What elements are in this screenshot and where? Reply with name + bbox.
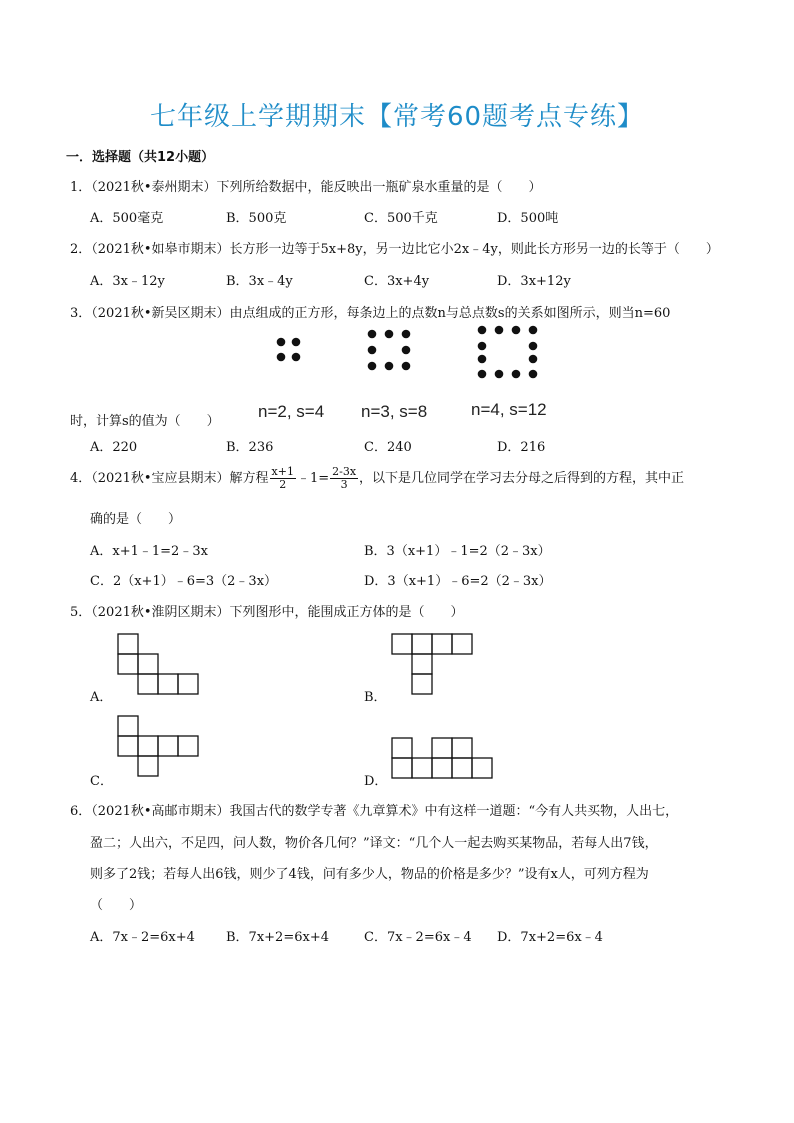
q3-option-b: B．236 <box>226 440 274 455</box>
question-3-stem: 3．（2021秋•新吴区期末）由点组成的正方形，每条边上的点数n与总点数s的关系如图所示，则当n=60 <box>70 306 671 321</box>
q1-option-b: B．500克 <box>226 211 287 226</box>
q4-fraction-2 <box>330 466 358 491</box>
q4-frac2-num: 2-3x <box>332 465 357 478</box>
q4-frac1-den: 2 <box>279 478 287 491</box>
net-figure-a <box>118 634 202 696</box>
q4-option-d: D．3（x+1）﹣6=2（2﹣3x） <box>364 574 552 589</box>
question-3-stem-cont: 时，计算s的值为（ ） <box>70 414 220 429</box>
q5-option-d: D． <box>364 774 388 789</box>
q1-option-a: A．500毫克 <box>90 211 164 226</box>
question-5-stem: 5．（2021秋•淮阴区期末）下列图形中，能围成正方体的是（ ） <box>70 605 464 620</box>
section-heading: 一．选择题（共12小题） <box>66 150 215 165</box>
question-6-line-3: 则多了2钱；若每人出6钱，则少了4钱，问有多少人，物品的价格是多少？”设有x人，可列方程为 <box>90 867 649 882</box>
q6-option-d: D．7x+2=6x﹣4 <box>497 930 603 945</box>
question-2-stem: 2．（2021秋•如皋市期末）长方形一边等于5x+8y，另一边比它小2x﹣4y，则此长方形另一边的长等于（ ） <box>70 242 719 257</box>
q4-frac2-den: 3 <box>340 478 348 491</box>
q4-option-b: B．3（x+1）﹣1=2（2﹣3x） <box>364 544 551 559</box>
caption-n2: n=2, s=4 <box>258 402 325 421</box>
q5-option-b: B． <box>364 690 387 705</box>
q4-option-c: C．2（x+1）﹣6=3（2﹣3x） <box>90 574 278 589</box>
caption-n3: n=3, s=8 <box>361 402 428 421</box>
question-6-line-4: （ ） <box>90 898 143 913</box>
page-title: 七年级上学期期末【常考60题考点专练】 <box>149 102 645 132</box>
q6-option-c: C．7x﹣2=6x﹣4 <box>364 930 472 945</box>
q4-option-a: A．x+1﹣1=2﹣3x <box>90 544 208 559</box>
q4-stem-mid: ﹣1= <box>296 471 330 486</box>
q2-option-a: A．3x﹣12y <box>90 274 165 289</box>
q4-stem-b: ，以下是几位同学在学习去分母之后得到的方程，其中正 <box>359 471 685 486</box>
q6-option-a: A．7x﹣2=6x+4 <box>90 930 195 945</box>
q3-option-d: D．216 <box>497 440 546 455</box>
q1-option-d: D．500吨 <box>497 211 559 226</box>
caption-n4: n=4, s=12 <box>471 400 547 419</box>
dot-square-n4 <box>478 326 538 379</box>
q3-option-c: C．240 <box>364 440 412 455</box>
q6-option-b: B．7x+2=6x+4 <box>226 930 329 945</box>
q1-option-c: C．500千克 <box>364 211 438 226</box>
q4-stem-a: 4．（2021秋•宝应县期末）解方程 <box>70 471 269 486</box>
net-figure-b <box>392 634 476 696</box>
q4-fraction-1 <box>270 466 296 491</box>
q5-option-c: C． <box>90 774 113 789</box>
question-4-stem-cont: 确的是（ ） <box>90 512 182 527</box>
q2-option-d: D．3x+12y <box>497 274 571 289</box>
q4-frac1-num: x+1 <box>271 465 294 478</box>
question-1-stem: 1．（2021秋•泰州期末）下列所给数据中，能反映出一瓶矿泉水重量的是（ ） <box>70 180 542 195</box>
question-6-line-2: 盈二；人出六，不足四，问人数，物价各几何？”译文：“几个人一起去购买某物品，若每人出7钱， <box>90 836 658 851</box>
net-figure-c <box>118 716 202 778</box>
dot-square-n2 <box>277 338 301 362</box>
q5-option-a: A． <box>90 690 113 705</box>
q3-option-a: A．220 <box>90 440 138 455</box>
dot-square-n3 <box>368 330 411 371</box>
question-6-line-1: 6．（2021秋•高邮市期末）我国古代的数学专著《九章算术》中有这样一道题：“今有人共买物，人出七， <box>70 804 679 819</box>
q2-option-b: B．3x﹣4y <box>226 274 293 289</box>
net-figure-d <box>392 738 496 780</box>
dot-square-figures <box>270 330 560 390</box>
q2-option-c: C．3x+4y <box>364 274 430 289</box>
question-4-stem <box>70 466 684 491</box>
